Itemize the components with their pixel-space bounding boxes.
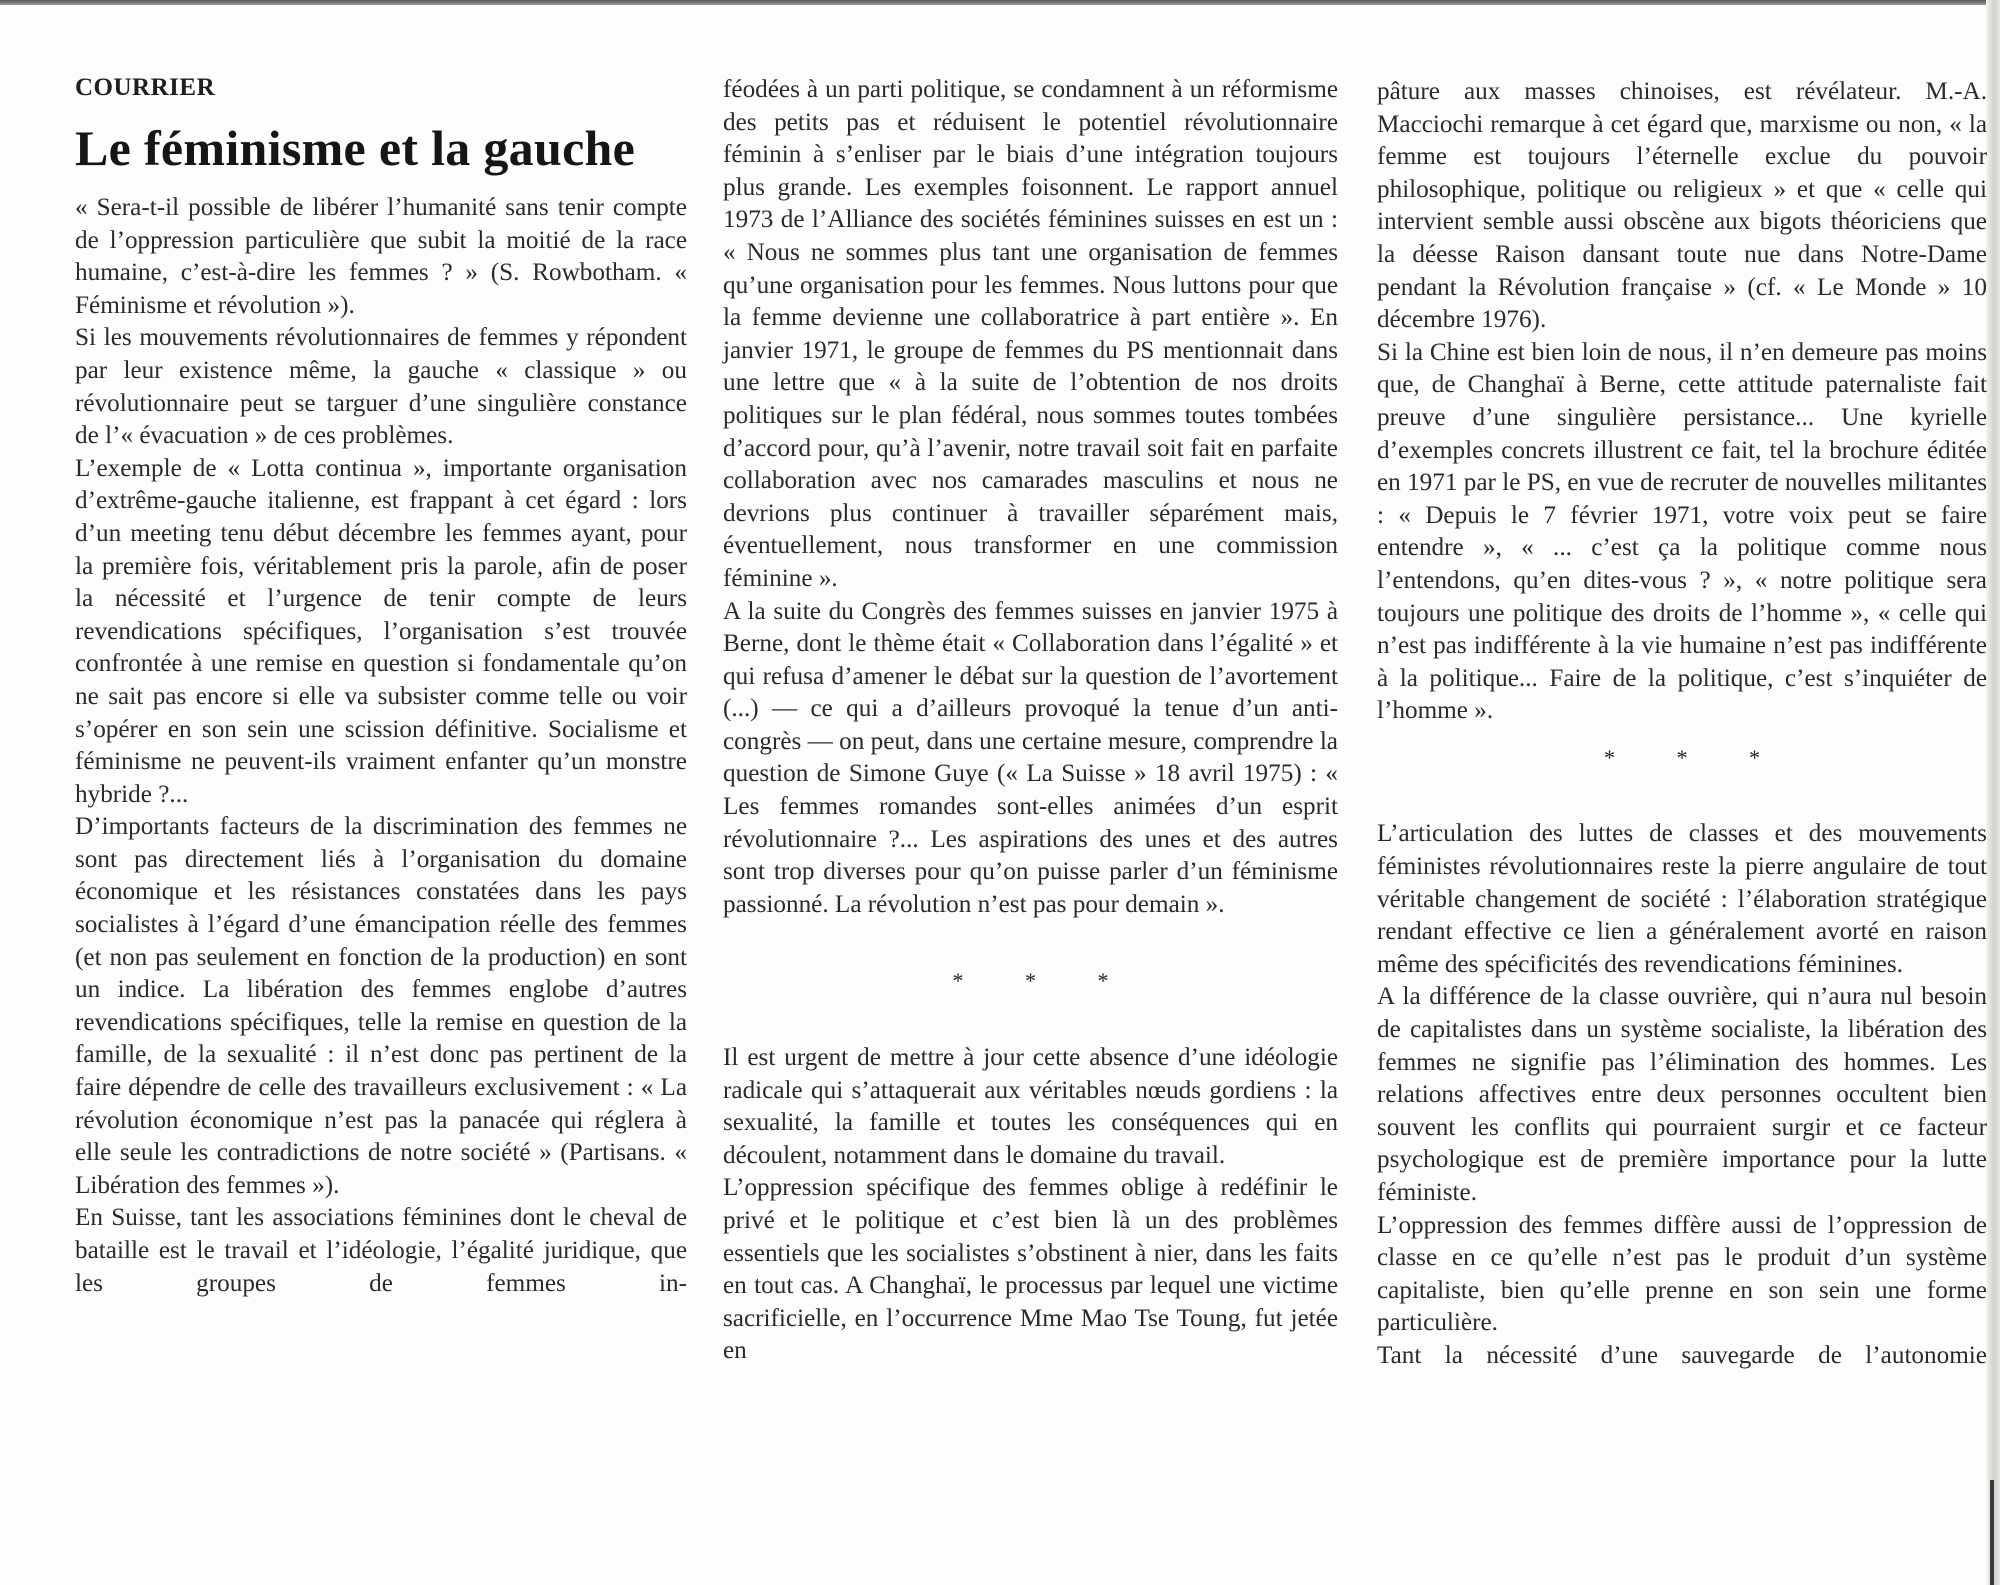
article-title: Le féminisme et la gauche (75, 120, 636, 176)
section-label: COURRIER (75, 74, 216, 101)
paragraph: En Suisse, tant les associations féminines dont le cheval de bataille est le travail et l’idéologie, l’égalité juridique, que les groupes de femmes in- (75, 1204, 687, 1297)
page-top-border (0, 0, 2000, 5)
paragraph: Si la Chine est bien loin de nous, il n’en demeure pas moins que, de Changhaï à Berne, cette attitude paternaliste fait preuve d’une singulière persistance... Une kyrielle d’exemples concrets illustrent ce fait, tel la brochure éditée en 1971 par le PS, en vue de recruter de nouvelles militantes : « Depuis le 7 février 1971, votre voix peut se faire entendre », « ... c’est ça la politique comme nous l’entendons, qu’en dites-vous ? », « notre politique sera toujours une politique des droits de l’homme », « celle qui n’est pas indifférente à la vie humaine n’est pas indifférente à la politique... Faire de la politique, c’est s’inquiéter de l’homme ». (1377, 338, 1987, 725)
paragraph: A la suite du Congrès des femmes suisses en janvier 1975 à Berne, dont le thème était « Collaboration dans l’égalité » et qui refusa d’amener le débat sur la question de l’avortement (...) — ce qui a d’ailleurs provoqué la tenue d’un anti-congrès — on peut, dans une certaine mesure, comprendre la question de Simone Guye (« La Suisse » 18 avril 1975) : « Les femmes romandes sont-elles animées d’un esprit révolutionnaire ?... Les aspirations des unes et des autres sont trop diverses pour qu’on puisse parler d’un féminisme passionné. La révolution n’est pas pour demain ». (723, 597, 1338, 918)
paragraph: L’oppression spécifique des femmes oblige à redéfinir le privé et le politique et c’est bien là un des problèmes essentiels que les socialistes s’obstinent à nier, dans les faits en tout cas. A Changhaï, le processus par lequel une victime sacrificielle, en l’occurrence Mme Mao Tse Toung, fut jetée en (723, 1174, 1338, 1365)
paragraph: Il est urgent de mettre à jour cette absence d’une idéologie radicale qui s’attaquerait aux véritables nœuds gordiens : la sexualité, la famille et toutes les conséquences qui en découlent, notamment dans le domaine du travail. (723, 1044, 1338, 1169)
paragraph: D’importants facteurs de la discrimination des femmes ne sont pas directement liés à l’organisation du domaine économique et les résistances constatées dans les pays socialistes à l’égard d’une émancipation réelle des femmes (et non pas seulement en fonction de la production) en sont un indice. La libération des femmes englobe d’autres revendications spécifiques, telle la remise en question de la famille, de la sexualité : il n’est donc pas pertinent de la faire dépendre de celle des travailleurs exclusivement : « La révolution économique n’est pas la panacée qui réglera à elle seule les contradictions de notre société » (Partisans. « Libération des femmes »). (75, 813, 687, 1199)
article-column-2 (723, 74, 1338, 1368)
article-column-3 (1377, 76, 1987, 1373)
paragraph: « Sera-t-il possible de libérer l’humanité sans tenir compte de l’oppression particulière que subit la moitié de la race humaine, c’est-à-dire les femmes ? » (S. Rowbotham. « Féminisme et révolution »). (75, 194, 687, 319)
paragraph: Si les mouvements révolutionnaires de femmes y répondent par leur existence même, la gauche « classique » ou révolutionnaire peut se targuer d’une singulière constance de l’« évacuation » de ces problèmes. (75, 324, 687, 450)
section-separator: * * * (952, 968, 1137, 994)
page-binding-shadow (1990, 1480, 1994, 1585)
paragraph: féodées à un parti politique, se condamnent à un réformisme des petits pas et réduisent le potentiel révolutionnaire féminin à s’enliser par le biais d’une intégration toujours plus grande. Les exemples foisonnent. Le rapport annuel 1973 de l’Alliance des sociétés féminines suisses en est un : « Nous ne sommes plus tant une organisation de femmes qu’une organisation pour les femmes. Nous luttons pour que la femme devienne une collaboratrice à part entière ». En janvier 1971, le groupe de femmes du PS mentionnait dans une lettre que « à la suite de l’obtention de nos droits politiques sur le plan fédéral, nous sommes toutes tombées d’accord pour, qu’à l’avenir, notre travail soit fait en parfaite collaboration avec nos camarades masculins et nous ne devrions plus continuer à travailler séparément mais, éventuellement, nous transformer en une commission féminine ». (723, 76, 1338, 592)
section-separator: * * * (1604, 744, 1788, 770)
paragraph: L’articulation des luttes de classes et des mouvements féministes révolutionnaires reste la pierre angulaire de tout véritable changement de société : l’élaboration stratégique rendant effective ce lien a généralement avorté en raison même des spécificités des revendications féminines. (1377, 820, 1987, 978)
paragraph: pâture aux masses chinoises, est révélateur. M.-A. Macciochi remarque à cet égard que, marxisme ou non, « la femme est toujours l’éternelle exclue du pouvoir philosophique, politique ou religieux » et que « celle qui intervient semble aussi obscène aux bigots théoriciens que la déesse Raison dansant toute nue dans Notre-Dame pendant la Révolution française » (cf. « Le Monde » 10 décembre 1976). (1377, 78, 1987, 334)
paragraph: A la différence de la classe ouvrière, qui n’aura nul besoin de capitalistes dans un système socialiste, la libération des femmes ne signifie pas l’élimination des hommes. Les relations affectives entre deux personnes occultent bien souvent les conflits qui pourraient surgir et ce facteur psychologique est de première importance pour la lutte féministe. (1377, 983, 1987, 1206)
paragraph: L’exemple de « Lotta continua », importante organisation d’extrême-gauche italienne, est frappant à cet égard : lors d’un meeting tenu début décembre les femmes ayant, pour la première fois, véritablement pris la parole, afin de poser la nécessité et l’urgence de tenir compte de leurs revendications spécifiques, l’organisation s’est trouvée confrontée à une remise en question si fondamentale qu’on ne sait pas encore si elle va subsister comme telle ou voir s’opérer en son sein une scission définitive. Socialisme et féminisme ne peuvent-ils vraiment enfanter qu’un monstre hybride ?... (75, 454, 687, 808)
page-right-edge (1986, 0, 2000, 1585)
paragraph: L’oppression des femmes diffère aussi de l’oppression de classe en ce qu’elle n’est pas le produit d’un système capitaliste, bien qu’elle prenne en son sein une forme particulière. (1377, 1211, 1987, 1337)
paragraph: Tant la nécessité d’une sauvegarde de l’autonomie (1377, 1341, 1987, 1369)
article-column-1 (75, 72, 687, 1300)
